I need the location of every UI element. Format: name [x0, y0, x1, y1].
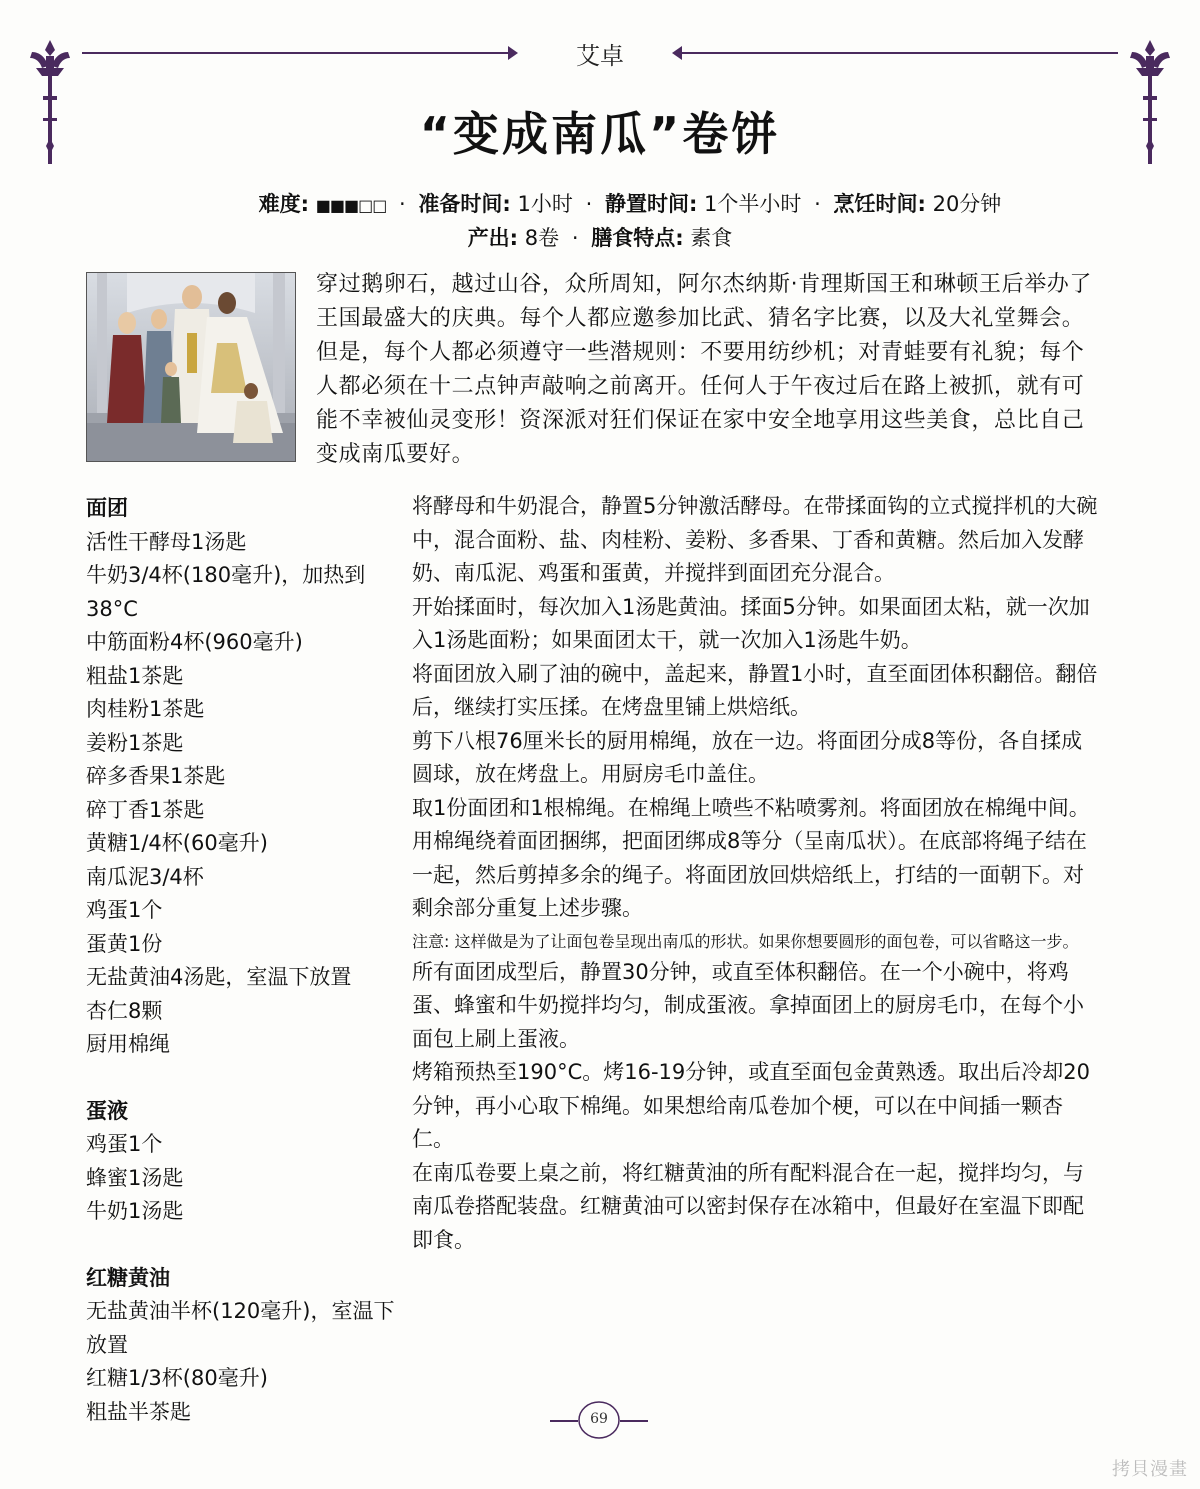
separator: · — [571, 226, 579, 250]
ingredient-item: 牛奶1汤匙 — [86, 1199, 184, 1223]
ingredient-item: 厨用棉绳 — [86, 1032, 170, 1056]
ingredients-column — [86, 492, 396, 1429]
ingredient-group-heading: 蛋液 — [86, 1098, 128, 1123]
instruction-step: 剪下八根76厘米长的厨用棉绳，放在一边。将面团分成8等份，各自揉成圆球，放在烤盘上。用厨房毛巾盖住。 — [412, 728, 1083, 786]
ingredient-item: 鸡蛋1个 — [86, 1132, 163, 1156]
story-intro: 穿过鹅卵石，越过山谷，众所周知，阿尔杰纳斯·肯理斯国王和琳顿王后举办了王国最盛大的庆典。每个人都应邀参加比武、猜名字比赛，以及大礼堂舞会。但是，每个人都必须遵守一些潜规则：不要用纺纱机；对青蛙要有礼貌；每个人都必须在十二点钟声敲响之前离开。任何人于午夜过后在路上被抓，就有可能不幸被仙灵变形！资深派对狂们保证在家中安全地享用这些美食，总比自己变成南瓜要好。 — [316, 272, 1092, 467]
page-number: 69 — [590, 1411, 608, 1427]
ingredient-group-dough — [86, 492, 396, 1062]
difficulty-rating: ■■■□□ — [315, 196, 387, 215]
ingredient-item: 碎丁香1茶匙 — [86, 797, 205, 822]
separator: · — [814, 192, 821, 216]
ingredient-group-heading: 红糖黄油 — [86, 1265, 170, 1290]
ingredient-item: 黄糖1/4杯(60毫升) — [86, 831, 268, 855]
ingredient-item: 粗盐1茶匙 — [86, 663, 184, 688]
cook-time-label: 烹饪时间: — [833, 192, 926, 216]
ingredient-group-egg-wash — [86, 1095, 396, 1229]
ingredient-item: 南瓜泥3/4杯 — [86, 864, 204, 889]
ingredient-item: 中筋面粉4杯(960毫升) — [86, 630, 303, 654]
ingredient-item: 活性干酵母1汤匙 — [86, 529, 247, 554]
ingredient-item: 粗盐半茶匙 — [86, 1399, 191, 1424]
instructions-column — [412, 490, 1102, 1257]
prep-time-label: 准备时间: — [418, 192, 511, 216]
running-header: 艾卓 — [576, 42, 624, 70]
rest-time-label: 静置时间: — [604, 192, 698, 216]
ingredient-item: 蜂蜜1汤匙 — [86, 1165, 184, 1190]
recipe-title: “变成南瓜”卷饼 — [419, 107, 781, 161]
ingredient-item: 无盐黄油4汤匙，室温下放置 — [86, 965, 352, 989]
watermark: 拷貝漫畫 — [1112, 1459, 1188, 1480]
recipe-meta-line-1 — [0, 188, 1200, 218]
ingredient-item: 杏仁8颗 — [86, 998, 163, 1023]
ingredient-group-heading: 面团 — [86, 496, 128, 520]
recipe-meta-line-2 — [0, 222, 1200, 252]
footer-rule — [620, 1420, 648, 1422]
instruction-note: 注意: 这样做是为了让面包卷呈现出南瓜的形状。如果你想要圆形的面包卷，可以省略这一步。 — [412, 931, 1079, 951]
yield-label: 产出: — [467, 226, 519, 250]
instruction-step: 将酵母和牛奶混合，静置5分钟激活酵母。在带揉面钩的立式搅拌机的大碗中，混合面粉、盐、肉桂粉、姜粉、多香果、丁香和黄糖。然后加入发酵奶、南瓜泥、鸡蛋和蛋黄，并搅拌到面团充分混合。 — [412, 494, 1098, 585]
diet-label: 膳食特点: — [591, 226, 684, 250]
rest-time-value: 1个半小时 — [704, 192, 802, 216]
ingredient-item: 无盐黄油半杯(120毫升)，室温下放置 — [86, 1299, 395, 1357]
instruction-step: 在南瓜卷要上桌之前，将红糖黄油的所有配料混合在一起，搅拌均匀，与南瓜卷搭配装盘。红糖黄油可以密封保存在冰箱中，但最好在室温下即配即食。 — [412, 1160, 1084, 1252]
ingredient-group-brown-sugar-butter — [86, 1262, 396, 1430]
ingredient-item: 红糖1/3杯(80毫升) — [86, 1366, 268, 1390]
ingredient-item: 蛋黄1份 — [86, 931, 163, 956]
instruction-step: 所有面团成型后，静置30分钟，或直至体积翻倍。在一个小碗中，将鸡蛋、蜂蜜和牛奶搅拌均匀，制成蛋液。拿掉面团上的厨房毛巾，在每个小面包上刷上蛋液。 — [412, 959, 1084, 1051]
prep-time-value: 1小时 — [517, 192, 573, 216]
yield-value: 8卷 — [524, 226, 560, 250]
cook-time-value: 20分钟 — [932, 192, 1002, 216]
separator: · — [399, 192, 406, 216]
ingredient-item: 鸡蛋1个 — [86, 898, 163, 922]
ingredient-item: 肉桂粉1茶匙 — [86, 697, 205, 721]
instruction-step: 开始揉面时，每次加入1汤匙黄油。揉面5分钟。如果面团太粘，就一次加入1汤匙面粉；如果面团太干，就一次加入1汤匙牛奶。 — [412, 594, 1090, 652]
instruction-step: 取1份面团和1根棉绳。在棉绳上喷些不粘喷雾剂。将面团放在棉绳中间。用棉绳绕着面团捆绑，把面团绑成8等分（呈南瓜状）。在底部将绳子结在一起，然后剪掉多余的绳子。将面团放回烘焙纸上，打结的一面朝下。对剩余部分重复上述步骤。 — [412, 795, 1090, 920]
royal-court-illustration — [86, 272, 296, 462]
diet-value: 素食 — [690, 226, 733, 250]
ingredient-item: 牛奶3/4杯(180毫升)，加热到38°C — [86, 563, 366, 621]
instruction-step: 将面团放入刷了油的碗中，盖起来，静置1小时，直至面团体积翻倍。翻倍后，继续打实压揉。在烤盘里铺上烘焙纸。 — [412, 661, 1098, 719]
ingredient-item: 碎多香果1茶匙 — [86, 764, 226, 788]
separator: · — [585, 192, 593, 216]
difficulty-label: 难度: — [258, 192, 310, 216]
instruction-step: 烤箱预热至190°C。烤16-19分钟，或直至面包金黄熟透。取出后冷却20分钟，再小心取下棉绳。如果想给南瓜卷加个梗，可以在中间插一颗杏仁。 — [412, 1060, 1090, 1151]
ingredient-item: 姜粉1茶匙 — [86, 730, 184, 755]
